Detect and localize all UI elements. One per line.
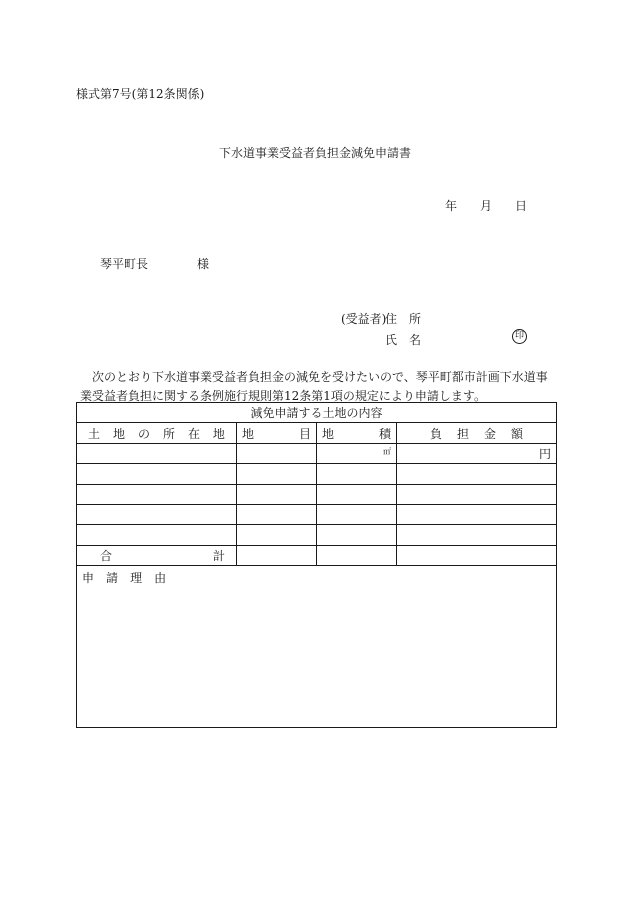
table-row bbox=[77, 464, 557, 484]
location-cell[interactable] bbox=[77, 525, 237, 545]
header-location: 土 地 の 所 在 地 bbox=[77, 423, 237, 443]
form-number: 様式第7号(第12条関係) bbox=[76, 87, 205, 101]
reason-row bbox=[77, 566, 557, 728]
category-cell[interactable] bbox=[237, 464, 317, 484]
applicant-prefix: (受益者) bbox=[341, 312, 387, 326]
amount-unit: 円 bbox=[539, 446, 552, 461]
category-cell[interactable] bbox=[237, 443, 317, 463]
application-statement: 次のとおり下水道事業受益者負担金の減免を受けたいので、琴平町都市計画下水道事業受益者負担に関する条例施行規則第12条第1項の規定により申請します。 bbox=[80, 370, 548, 403]
category-cell[interactable] bbox=[237, 484, 317, 504]
total-label: 合 計 bbox=[77, 545, 237, 565]
table-row bbox=[77, 504, 557, 524]
area-unit: ㎡ bbox=[383, 447, 391, 457]
seal-mark-icon: 印 bbox=[512, 329, 527, 344]
total-amount-cell[interactable] bbox=[397, 545, 557, 565]
land-details-table bbox=[76, 402, 557, 728]
addressee-honorific: 様 bbox=[197, 257, 210, 271]
area-cell[interactable] bbox=[317, 484, 397, 504]
table-header-row bbox=[77, 423, 557, 443]
addressee-name: 琴平町長 bbox=[100, 257, 149, 271]
name-label: 氏 名 bbox=[385, 333, 422, 347]
address-label: 住 所 bbox=[385, 312, 422, 326]
amount-cell[interactable] bbox=[397, 504, 557, 524]
amount-cell[interactable] bbox=[397, 464, 557, 484]
amount-cell[interactable] bbox=[397, 484, 557, 504]
header-amount: 負 担 金 額 bbox=[397, 423, 557, 443]
area-cell[interactable] bbox=[317, 464, 397, 484]
table-row bbox=[77, 525, 557, 545]
table-caption: 減免申請する土地の内容 bbox=[77, 403, 557, 423]
location-cell[interactable] bbox=[77, 504, 237, 524]
amount-cell[interactable] bbox=[397, 443, 557, 463]
table-row bbox=[77, 443, 557, 463]
reason-cell[interactable] bbox=[77, 566, 557, 728]
area-cell[interactable] bbox=[317, 504, 397, 524]
reason-label: 申 請 理 由 bbox=[82, 571, 167, 585]
header-category: 地 目 bbox=[237, 423, 317, 443]
location-cell[interactable] bbox=[77, 443, 237, 463]
total-area-cell[interactable] bbox=[317, 545, 397, 565]
location-cell[interactable] bbox=[77, 484, 237, 504]
location-cell[interactable] bbox=[77, 464, 237, 484]
document-title: 下水道事業受益者負担金減免申請書 bbox=[218, 146, 411, 160]
date-year-label: 年 bbox=[445, 199, 458, 213]
date-day-label: 日 bbox=[515, 199, 528, 213]
category-cell[interactable] bbox=[237, 504, 317, 524]
date-month-label: 月 bbox=[480, 199, 493, 213]
header-area: 地 積 bbox=[317, 423, 397, 443]
amount-cell[interactable] bbox=[397, 525, 557, 545]
area-cell[interactable] bbox=[317, 525, 397, 545]
table-caption-row bbox=[77, 403, 557, 423]
table-row bbox=[77, 484, 557, 504]
area-cell[interactable] bbox=[317, 443, 397, 463]
total-row bbox=[77, 545, 557, 565]
category-cell[interactable] bbox=[237, 525, 317, 545]
total-category-cell[interactable] bbox=[237, 545, 317, 565]
